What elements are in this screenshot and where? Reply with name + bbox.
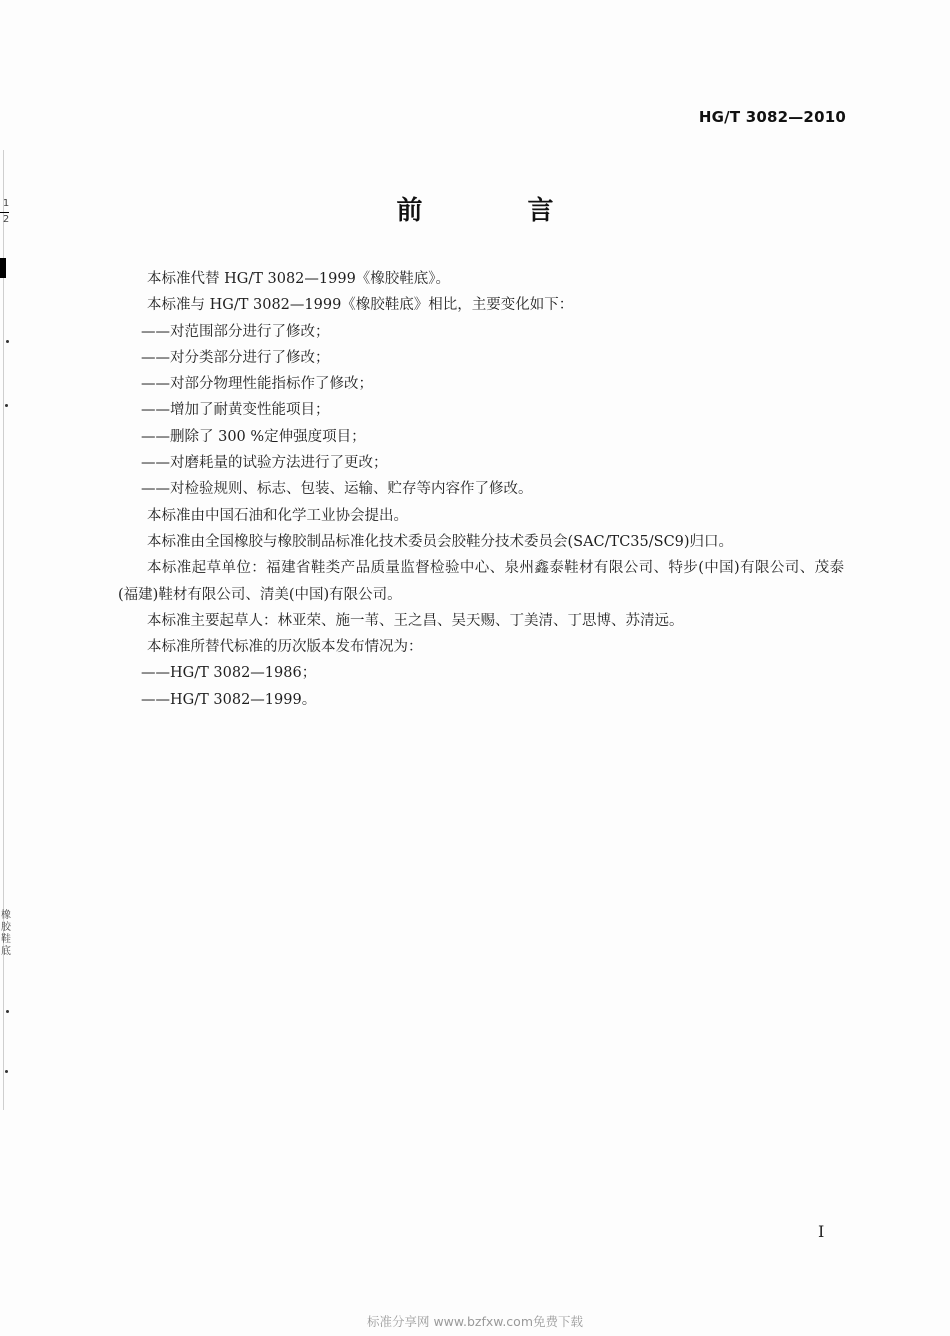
margin-vertical-label: 橡 胶 鞋 底	[1, 910, 11, 957]
standard-code: HG/T 3082—2010	[698, 108, 846, 126]
paragraph: 本标准由中国石油和化学工业协会提出。	[147, 507, 408, 524]
margin-fraction-top: 1	[2, 198, 10, 209]
change-list-item: ——增加了耐黄变性能项目；	[141, 402, 330, 419]
paragraph: 本标准代替 HG/T 3082—1999《橡胶鞋底》。	[147, 271, 451, 287]
change-list-item: ——对检验规则、标志、包装、运输、贮存等内容作了修改。	[141, 481, 533, 498]
change-list-item: ——对范围部分进行了修改；	[141, 323, 330, 340]
change-list-item: ——对分类部分进行了修改；	[141, 349, 330, 366]
scan-speck	[6, 1010, 9, 1013]
paragraph: 本标准与 HG/T 3082—1999《橡胶鞋底》相比，主要变化如下：	[147, 297, 574, 314]
version-history-item: ——HG/T 3082—1999。	[141, 691, 317, 708]
binding-black-bar	[0, 258, 6, 278]
paragraph: 本标准主要起草人：林亚荣、施一苇、王之昌、吴天赐、丁美清、丁思博、苏清远。	[147, 612, 684, 629]
document-body	[118, 266, 844, 713]
paragraph: 本标准所替代标准的历次版本发布情况为：	[147, 639, 423, 656]
scan-speck	[5, 404, 8, 407]
margin-fraction-bottom: 2	[2, 214, 10, 225]
scan-speck	[5, 1070, 8, 1073]
page-title: 前 言	[396, 196, 602, 226]
paragraph: 本标准由全国橡胶与橡胶制品标准化技术委员会胶鞋分技术委员会(SAC/TC35/SC9)归口。	[147, 533, 734, 550]
version-history-item: ——HG/T 3082—1986；	[141, 665, 317, 682]
change-list-item: ——对磨耗量的试验方法进行了更改；	[141, 455, 388, 472]
paragraph: 本标准起草单位：福建省鞋类产品质量监督检验中心、泉州鑫泰鞋材有限公司、特步(中国)有限公司、茂泰(福建)鞋材有限公司、清美(中国)有限公司。	[118, 560, 844, 603]
scan-speck	[6, 340, 9, 343]
change-list-item: ——删除了 300 %定伸强度项目；	[141, 428, 366, 445]
binding-edge-line	[3, 150, 4, 1110]
footer-watermark: 标准分享网 www.bzfxw.com免费下载	[366, 1314, 583, 1329]
change-list-item: ——对部分物理性能指标作了修改；	[141, 376, 373, 393]
page-number: I	[818, 1222, 825, 1241]
